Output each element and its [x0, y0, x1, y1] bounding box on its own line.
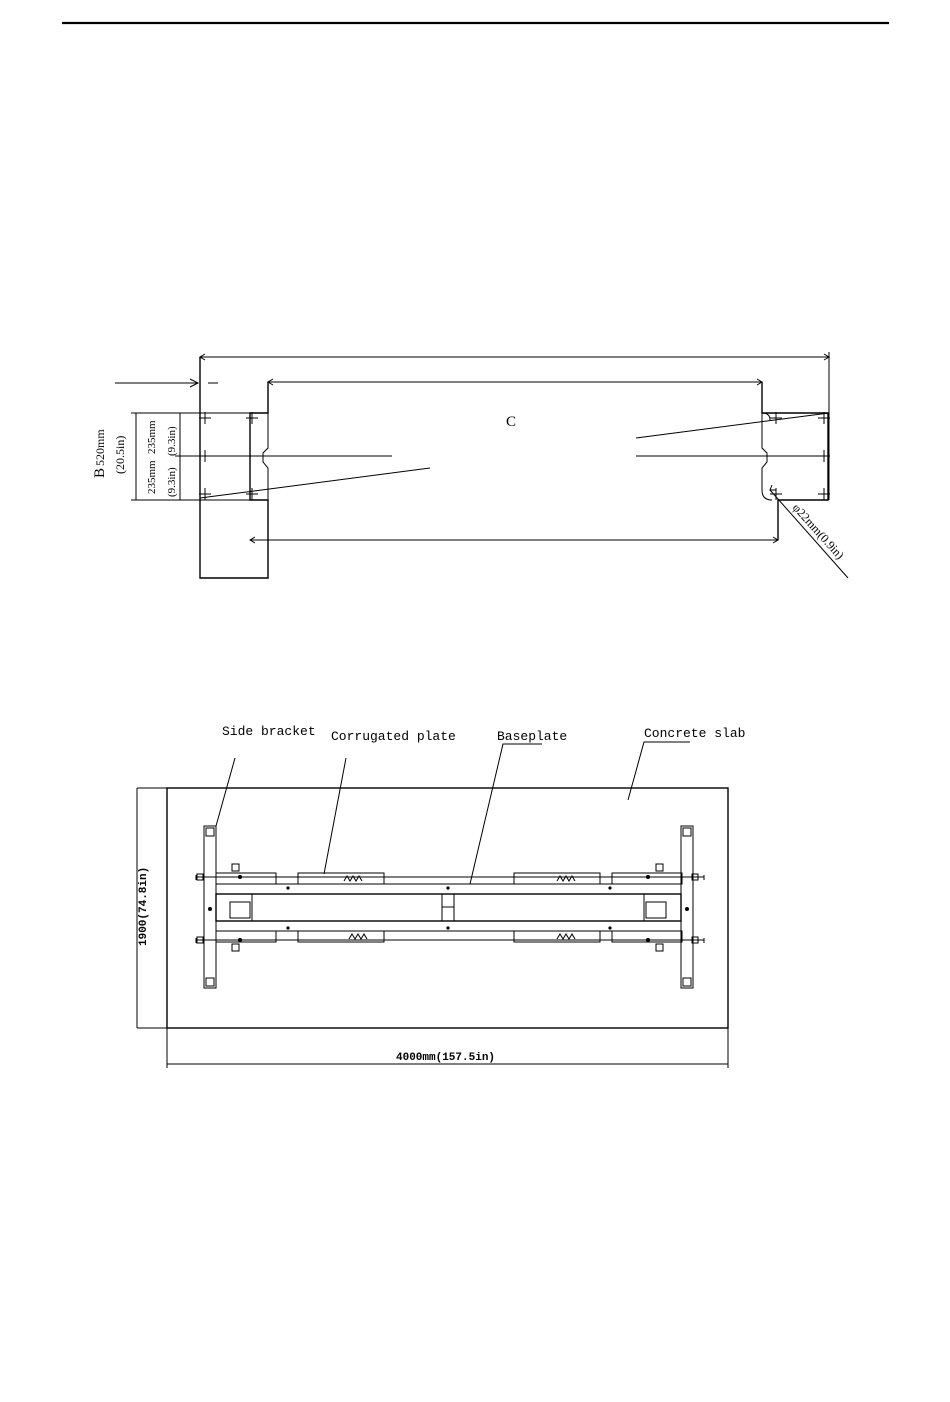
dim-slab-height: 1900(74.8in) [138, 866, 150, 946]
callout-concrete-slab: Concrete slab [644, 726, 746, 741]
corrugated-plate [514, 873, 600, 884]
right-base-outline [762, 382, 828, 540]
bolt-hole [199, 450, 211, 462]
side-bracket-right [681, 826, 693, 988]
bolt-hole [199, 412, 211, 424]
callout-side-bracket: Side bracket [222, 724, 316, 739]
bolt-hole [246, 412, 258, 424]
anchor-bolt [656, 864, 663, 871]
callout-corrugated-plate: Corrugated plate [331, 729, 456, 744]
dim-hole-diameter: φ22mm(0.9in) [789, 500, 847, 562]
dim-235-in-a: (9.3in) [166, 467, 178, 497]
cross-rods [196, 875, 704, 943]
anchor-bolt [232, 944, 239, 951]
dim-235-in-b: (9.3in) [166, 426, 178, 456]
corrugated-plate [298, 873, 384, 884]
label-c: C [506, 414, 517, 430]
label-b: B [92, 467, 108, 478]
leader-side-bracket [216, 758, 235, 826]
leader-baseplate [470, 744, 542, 884]
dim-235-mm-a: 235mm [146, 460, 158, 494]
foundation-diagram [137, 724, 745, 1068]
anchor-bolt [656, 944, 663, 951]
hole-layout-diagram [92, 352, 848, 578]
dim-slab-width: 4000mm(157.5in) [396, 1052, 496, 1064]
dim-520-in: (20.5in) [113, 435, 127, 474]
right-plate-corner [762, 413, 770, 420]
side-bracket-left [204, 826, 216, 988]
bolt-hole [770, 412, 782, 424]
corrugation-mark [344, 876, 362, 881]
dim-235-mm-b: 235mm [146, 420, 158, 454]
corrugation-mark [557, 934, 575, 939]
dim-520-mm: 520mm [93, 429, 107, 466]
baseplate [216, 884, 681, 931]
leader-corrugated-plate [324, 758, 346, 874]
left-base-outline [200, 357, 268, 578]
corrugation-mark [349, 934, 367, 939]
corrugated-plate [216, 873, 276, 884]
anchor-bolt [232, 864, 239, 871]
diagonal-left [200, 468, 430, 498]
leader-concrete-slab [628, 742, 690, 800]
dim-arrow [770, 485, 776, 490]
diagonal-right [636, 413, 829, 438]
bolt-hole [246, 488, 258, 500]
callout-baseplate: Baseplate [497, 729, 568, 744]
hole-leader [770, 490, 848, 578]
corrugation-mark [557, 876, 575, 881]
